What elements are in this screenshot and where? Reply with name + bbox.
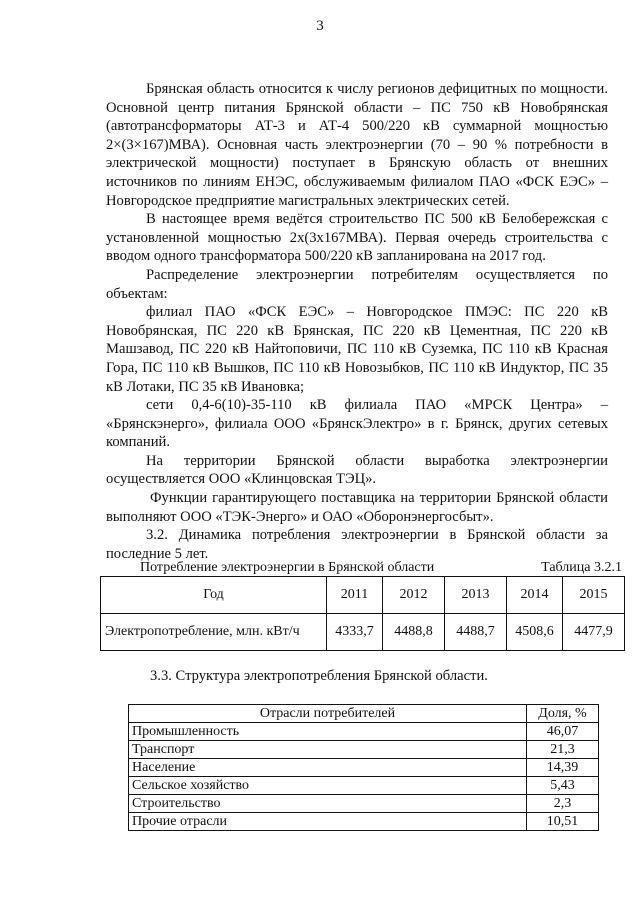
share-cell: 5,43 (527, 777, 599, 795)
sector-cell: Сельское хозяйство (129, 777, 527, 795)
consumption-label: Электропотребление, млн. кВт/ч (101, 614, 327, 651)
share-cell: 21,3 (527, 741, 599, 759)
year-cell: 2014 (507, 577, 563, 614)
paragraph-networks: сети 0,4-6(10)-35-110 кВ филиала ПАО «МРСК Центра» – «Брянскэнерго», филиала ООО «БрянскЭлектро» в г. Брянск, других сетевых компаний. (106, 397, 608, 451)
year-cell: 2011 (327, 577, 383, 614)
year-header: Год (101, 577, 327, 614)
table-row (129, 813, 599, 831)
share-header: Доля, % (527, 705, 599, 723)
table-row (129, 723, 599, 741)
consumption-value: 4508,6 (507, 614, 563, 651)
table-row (129, 759, 599, 777)
table-row (129, 777, 599, 795)
share-cell: 10,51 (527, 813, 599, 831)
page-number: 3 (316, 18, 324, 34)
paragraph-construction: В настоящее время ведётся строительство ПС 500 кВ Белобережская с установленной мощностью 2x(3x167МВА). Первая очередь строительства с вводом одного трансформатора 500/220 кВ запланирована на 2017 год. (106, 211, 608, 265)
table-header-row (129, 705, 599, 723)
sector-cell: Промышленность (129, 723, 527, 741)
table-row (129, 741, 599, 759)
consumption-value: 4333,7 (327, 614, 383, 651)
table-row (101, 614, 625, 651)
paragraph-fsk-branch: филиал ПАО «ФСК ЕЭС» – Новгородское ПМЭС: ПС 220 кВ Новобрянская, ПС 220 кВ Брянская, ПС 220 кВ Цементная, ПС 220 кВ Машзавод, ПС 220 кВ Найтоповичи, ПС 110 кВ Суземка, ПС 110 кВ Красная Гора, ПС 110 кВ Вышков, ПС 110 кВ Новозыбков, ПС 110 кВ Индуктор, ПС 35 кВ Лотаки, ПС 35 кВ Ивановка; (106, 304, 608, 395)
consumption-value: 4477,9 (563, 614, 625, 651)
paragraph-generation: На территории Брянской области выработка электроэнергии осуществляется ООО «Клинцовская ТЭЦ». (106, 452, 608, 488)
consumption-value: 4488,8 (383, 614, 445, 651)
sector-cell: Строительство (129, 795, 527, 813)
sector-cell: Транспорт (129, 741, 527, 759)
section-3-2-heading: 3.2. Динамика потребления электроэнергии в Брянской области за последние 5 лет. (106, 527, 608, 562)
paragraph-supplier: Функции гарантирующего поставщика на территории Брянской области выполняют ООО «ТЭК-Энерго» и ОАО «Оборонэнергосбыт». (106, 490, 608, 525)
paragraph-deficit-region: Брянская область относится к числу регионов дефицитных по мощности. Основной центр питания Брянской области – ПС 750 кВ Новобрянская (автотрансформаторы АТ-3 и АТ-4 500/220 кВ суммарной мощностью 2×(3×167)МВА). Основная часть электроэнергии (70 – 90 % потребности в электрической мощности) поступает в Брянскую область от внешних источников по линиям ЕНЭС, обслуживаемым филиалом ПАО «ФСК ЕЭС» – Новгородское предприятие магистральных электрических сетей. (106, 81, 608, 209)
sector-header: Отрасли потребителей (129, 705, 527, 723)
consumption-value: 4488,7 (445, 614, 507, 651)
sector-cell: Население (129, 759, 527, 777)
share-cell: 14,39 (527, 759, 599, 777)
table-caption-title: Потребление электроэнергии в Брянской области (140, 560, 435, 575)
share-cell: 46,07 (527, 723, 599, 741)
year-cell: 2015 (563, 577, 625, 614)
year-cell: 2012 (383, 577, 445, 614)
section-3-3-heading: 3.3. Структура электропотребления Брянской области. (150, 668, 488, 684)
table-row (101, 577, 625, 614)
table-caption-number: Таблица 3.2.1 (541, 560, 622, 575)
sector-cell: Прочие отрасли (129, 813, 527, 831)
year-cell: 2013 (445, 577, 507, 614)
table-row (129, 795, 599, 813)
structure-table (128, 704, 599, 831)
body-text (106, 80, 608, 563)
consumption-table (100, 576, 625, 651)
share-cell: 2,3 (527, 795, 599, 813)
paragraph-distribution: Распределение электроэнергии потребителям осуществляется по объектам: (106, 266, 608, 302)
